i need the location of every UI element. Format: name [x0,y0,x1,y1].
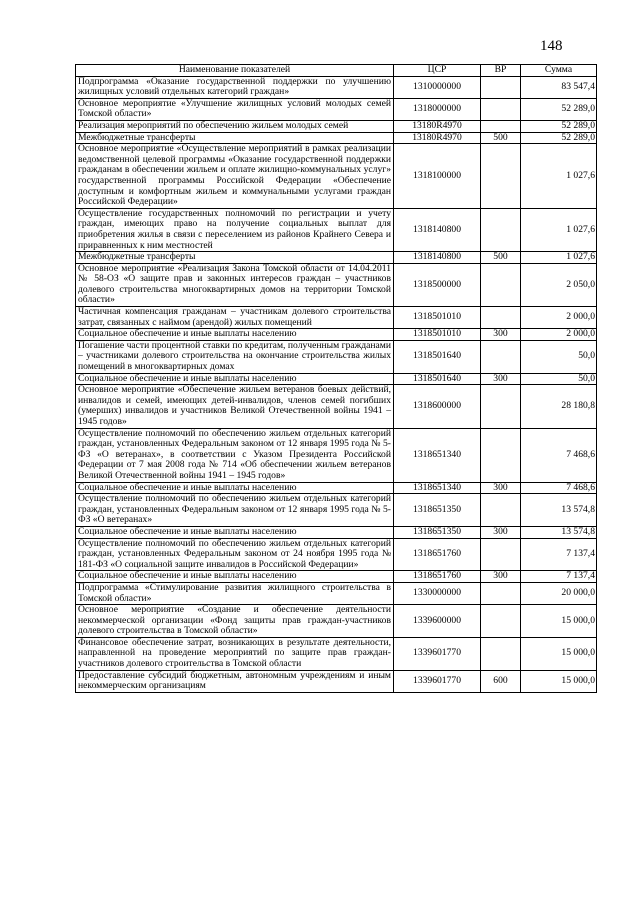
name-cell: Социальное обеспечение и иные выплаты населению [76,329,394,341]
sum-cell: 2 000,0 [521,307,597,329]
header-name: Наименование показателей [76,65,394,77]
table-row [76,120,597,132]
sum-cell: 1 027,6 [521,208,597,251]
csr-cell: 1318600000 [394,385,481,428]
sum-cell: 83 547,4 [521,76,597,98]
name-cell: Социальное обеспечение и иные выплаты населению [76,482,394,494]
vr-cell [481,208,521,251]
vr-cell [481,582,521,604]
budget-table [75,64,597,693]
csr-cell: 1318651340 [394,428,481,482]
csr-cell: 1310000000 [394,76,481,98]
csr-cell: 1339600000 [394,605,481,638]
csr-cell: 1339601770 [394,637,481,670]
table-row [76,329,597,341]
table-row [76,385,597,428]
sum-cell: 50,0 [521,373,597,385]
name-cell: Предоставление субсидий бюджетным, автономным учреждениям и иным некоммерческим организациям [76,670,394,692]
name-cell: Межбюджетные трансферты [76,132,394,144]
vr-cell [481,637,521,670]
name-cell: Социальное обеспечение и иные выплаты населению [76,526,394,538]
sum-cell: 7 137,4 [521,571,597,583]
table-row [76,637,597,670]
table-row [76,208,597,251]
name-cell: Осуществление полномочий по обеспечению жильем отдельных категорий граждан, установленных Федеральным законом от 24 ноября 1995 года № 181-ФЗ «О социальной защите инвалидов в Российской Федерации» [76,538,394,571]
name-cell: Осуществление полномочий по обеспечению жильем отдельных категорий граждан, установленных Федеральным законом от 12 января 1995 года № 5-ФЗ «О ветеранах» [76,494,394,527]
vr-cell [481,340,521,373]
table-row [76,482,597,494]
csr-cell: 1318140800 [394,252,481,264]
sum-cell: 1 027,6 [521,144,597,209]
vr-cell: 300 [481,329,521,341]
sum-cell: 2 000,0 [521,329,597,341]
name-cell: Социальное обеспечение и иные выплаты населению [76,373,394,385]
vr-cell: 500 [481,132,521,144]
sum-cell: 1 027,6 [521,252,597,264]
name-cell: Основное мероприятие «Реализация Закона Томской области от 14.04.2011 № 58-ОЗ «О защите прав и законных интересов граждан – участников долевого строительства многоквартирных домов на территории Томской области» [76,263,394,306]
sum-cell: 20 000,0 [521,582,597,604]
name-cell: Социальное обеспечение и иные выплаты населению [76,571,394,583]
table-row [76,98,597,120]
vr-cell [481,120,521,132]
csr-cell: 13180R4970 [394,120,481,132]
sum-cell: 28 180,8 [521,385,597,428]
vr-cell [481,98,521,120]
name-cell: Частичная компенсация гражданам – участникам долевого строительства затрат, связанных с наймом (арендой) жилых помещений [76,307,394,329]
vr-cell [481,385,521,428]
sum-cell: 15 000,0 [521,637,597,670]
name-cell: Финансовое обеспечение затрат, возникающих в результате деятельности, направленной на проведение мероприятий по защите прав граждан-участников долевого строительства в Томской области [76,637,394,670]
sum-cell: 52 289,0 [521,132,597,144]
table-row [76,373,597,385]
table-row [76,582,597,604]
sum-cell: 13 574,8 [521,494,597,527]
table-header-row [76,65,597,77]
vr-cell [481,494,521,527]
header-sum: Сумма [521,65,597,77]
vr-cell [481,307,521,329]
sum-cell: 50,0 [521,340,597,373]
vr-cell [481,76,521,98]
csr-cell: 1318501640 [394,373,481,385]
name-cell: Подпрограмма «Оказание государственной поддержки по улучшению жилищных условий отдельных категорий граждан» [76,76,394,98]
table-row [76,670,597,692]
table-row [76,605,597,638]
vr-cell [481,605,521,638]
table-row [76,538,597,571]
name-cell: Осуществление полномочий по обеспечению жильем отдельных категорий граждан, установленных Федеральным законом от 12 января 1995 года № 5-ФЗ «О ветеранах», в соответствии с Указом Президента Российской Федерации от 7 мая 2008 года № 714 «Об обеспечении жильем ветеранов Великой Отечественной войны 1941 – 1945 годов» [76,428,394,482]
table-row [76,571,597,583]
table-row [76,526,597,538]
page-number: 148 [540,38,563,54]
name-cell: Осуществление государственных полномочий по регистрации и учету граждан, имеющих право на получение социальных выплат для приобретения жилья в связи с переселением из районов Крайнего Севера и приравненных к ним местностей [76,208,394,251]
table-row [76,428,597,482]
table-row [76,340,597,373]
vr-cell [481,144,521,209]
csr-cell: 1318501640 [394,340,481,373]
sum-cell: 7 468,6 [521,428,597,482]
sum-cell: 2 050,0 [521,263,597,306]
table-row [76,263,597,306]
csr-cell: 1318501010 [394,329,481,341]
csr-cell: 1318651760 [394,571,481,583]
csr-cell: 1318651340 [394,482,481,494]
table-row [76,252,597,264]
name-cell: Межбюджетные трансферты [76,252,394,264]
table-row [76,494,597,527]
name-cell: Основное мероприятие «Обеспечение жильем ветеранов боевых действий, инвалидов и семей, имеющих детей-инвалидов, членов семей погибших (умерших) инвалидов и участников Великой Отечественной войны 1941 – 1945 годов» [76,385,394,428]
vr-cell [481,428,521,482]
csr-cell: 1318140800 [394,208,481,251]
sum-cell: 15 000,0 [521,670,597,692]
vr-cell: 300 [481,482,521,494]
csr-cell: 1318501010 [394,307,481,329]
header-vr: ВР [481,65,521,77]
table-row [76,132,597,144]
vr-cell: 300 [481,373,521,385]
sum-cell: 7 137,4 [521,538,597,571]
csr-cell: 1318651350 [394,494,481,527]
name-cell: Подпрограмма «Стимулирование развития жилищного строительства в Томской области» [76,582,394,604]
sum-cell: 13 574,8 [521,526,597,538]
name-cell: Основное мероприятие «Осуществление мероприятий в рамках реализации ведомственной целевой программы «Оказание государственной поддержки гражданам в обеспечении жильем и оплате жилищно-коммунальных услуг» государственной программы Российской Федерации «Обеспечение доступным и комфортным жильем и коммунальными услугами граждан Российской Федерации» [76,144,394,209]
table-row [76,76,597,98]
vr-cell: 600 [481,670,521,692]
name-cell: Основное мероприятие «Создание и обеспечение деятельности некоммерческой организации «Фонд защиты прав граждан-участников долевого строительства в Томской области» [76,605,394,638]
name-cell: Погашение части процентной ставки по кредитам, полученным гражданами – участниками долевого строительства на окончание строительства жилых помещений в многоквартирных домах [76,340,394,373]
csr-cell: 1318100000 [394,144,481,209]
sum-cell: 52 289,0 [521,98,597,120]
table-row [76,144,597,209]
sum-cell: 7 468,6 [521,482,597,494]
header-csr: ЦСР [394,65,481,77]
sum-cell: 52 289,0 [521,120,597,132]
table-body [76,76,597,692]
name-cell: Основное мероприятие «Улучшение жилищных условий молодых семей Томской области» [76,98,394,120]
csr-cell: 1339601770 [394,670,481,692]
csr-cell: 1318651350 [394,526,481,538]
vr-cell: 300 [481,526,521,538]
name-cell: Реализация мероприятий по обеспечению жильем молодых семей [76,120,394,132]
csr-cell: 1318500000 [394,263,481,306]
vr-cell: 500 [481,252,521,264]
vr-cell [481,538,521,571]
sum-cell: 15 000,0 [521,605,597,638]
csr-cell: 13180R4970 [394,132,481,144]
csr-cell: 1330000000 [394,582,481,604]
table-row [76,307,597,329]
vr-cell: 300 [481,571,521,583]
csr-cell: 1318000000 [394,98,481,120]
csr-cell: 1318651760 [394,538,481,571]
vr-cell [481,263,521,306]
